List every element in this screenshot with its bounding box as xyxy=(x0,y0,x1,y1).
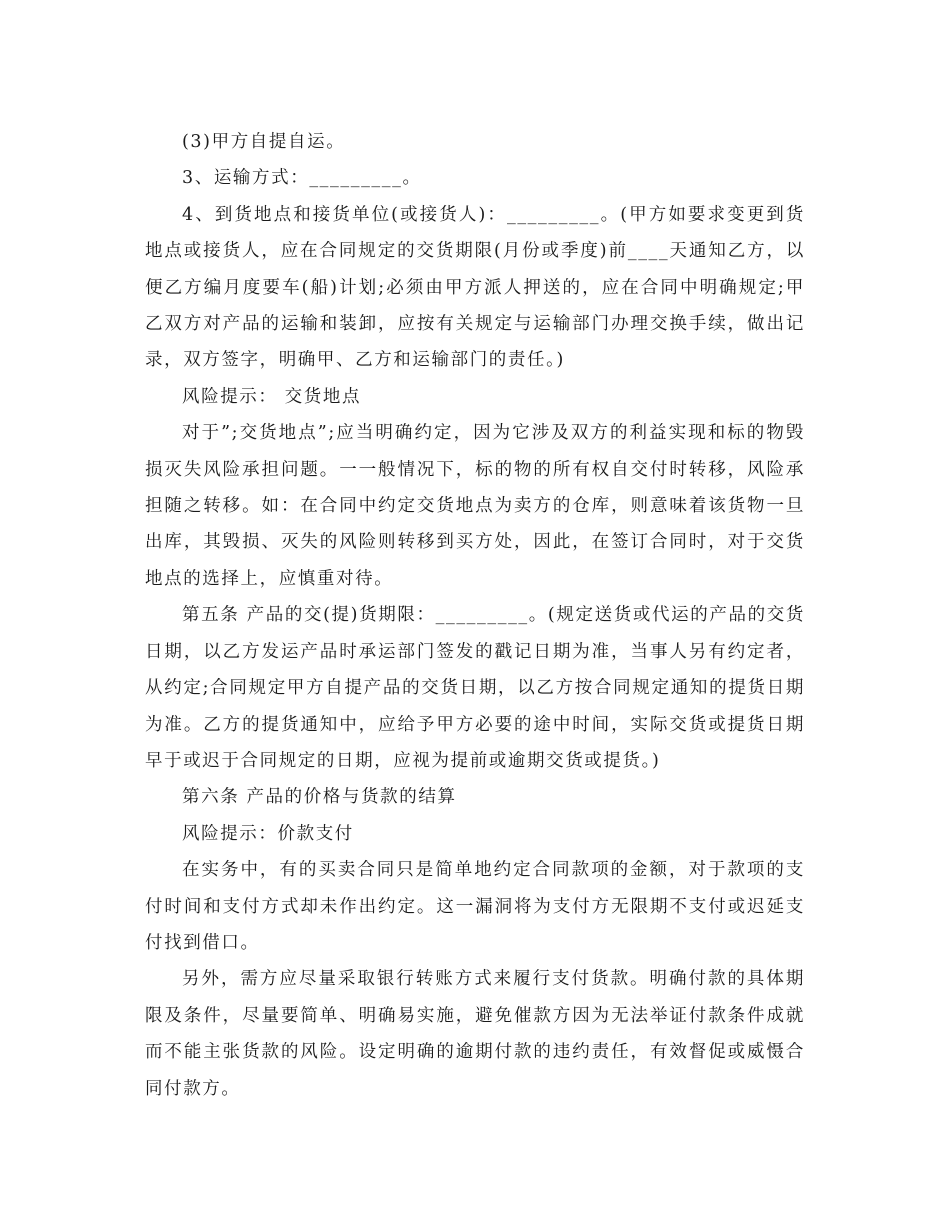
paragraph-delivery-risk: 对于”;交货地点”;应当明确约定，因为它涉及双方的利益实现和标的物毁损灭失风险承担问题。一一般情况下，标的物的所有权自交付时转移，风险承担随之转移。如：在合同中约定交货地点为卖方的仓库，则意味着该货物一旦出库，其毁损、灭失的风险则转移到买方处，因此，在签订合同时，对于交货地点的选择上，应慎重对待。 xyxy=(145,423,805,589)
paragraph-delivery-location: 4、到货地点和接货单位(或接货人)：_________。(甲方如要求变更到货地点或接货人，应在合同规定的交货期限(月份或季度)前____天通知乙方，以便乙方编月度要车(船)计划;必须由甲方派人押送的，应在合同中明确规定;甲乙双方对产品的运输和装卸，应按有关规定与运输部门办理交换手续，做出记录，双方签字，明确甲、乙方和运输部门的责任。) xyxy=(145,204,805,371)
paragraph-self-pickup: (3)甲方自提自运。 xyxy=(182,132,346,152)
paragraph-transport-method: 3、运输方式：_________。 xyxy=(182,168,422,189)
paragraph-payment-practice: 在实务中，有的买卖合同只是简单地约定合同款项的金额，对于款项的支付时间和支付方式却未作出约定。这一漏洞将为支付方无限期不支付或迟延支付找到借口。 xyxy=(145,860,805,953)
risk-heading-delivery-location: 风险提示： 交货地点 xyxy=(182,386,362,407)
paragraph-payment-advice: 另外，需方应尽量采取银行转账方式来履行支付货款。明确付款的具体期限及条件，尽量要简单、明确易实施，避免催款方因为无法举证付款条件成就而不能主张货款的风险。设定明确的逾期付款的违约责任，有效督促或威慑合同付款方。 xyxy=(145,969,805,1099)
article-6-heading: 第六条 产品的价格与货款的结算 xyxy=(182,787,457,808)
document-body xyxy=(145,124,805,1107)
article-5-delivery-period: 第五条 产品的交(提)货期限：_________。(规定送货或代运的产品的交货日期，以乙方发运产品时承运部门签发的戳记日期为准，当事人另有约定者，从约定;合同规定甲方自提产品的交货日期，以乙方按合同规定通知的提货日期为准。乙方的提货通知中，应给予甲方必要的途中时间，实际交货或提货日期早于或迟于合同规定的日期，应视为提前或逾期交货或提货。) xyxy=(145,605,805,771)
risk-heading-payment: 风险提示：价款支付 xyxy=(182,823,354,844)
